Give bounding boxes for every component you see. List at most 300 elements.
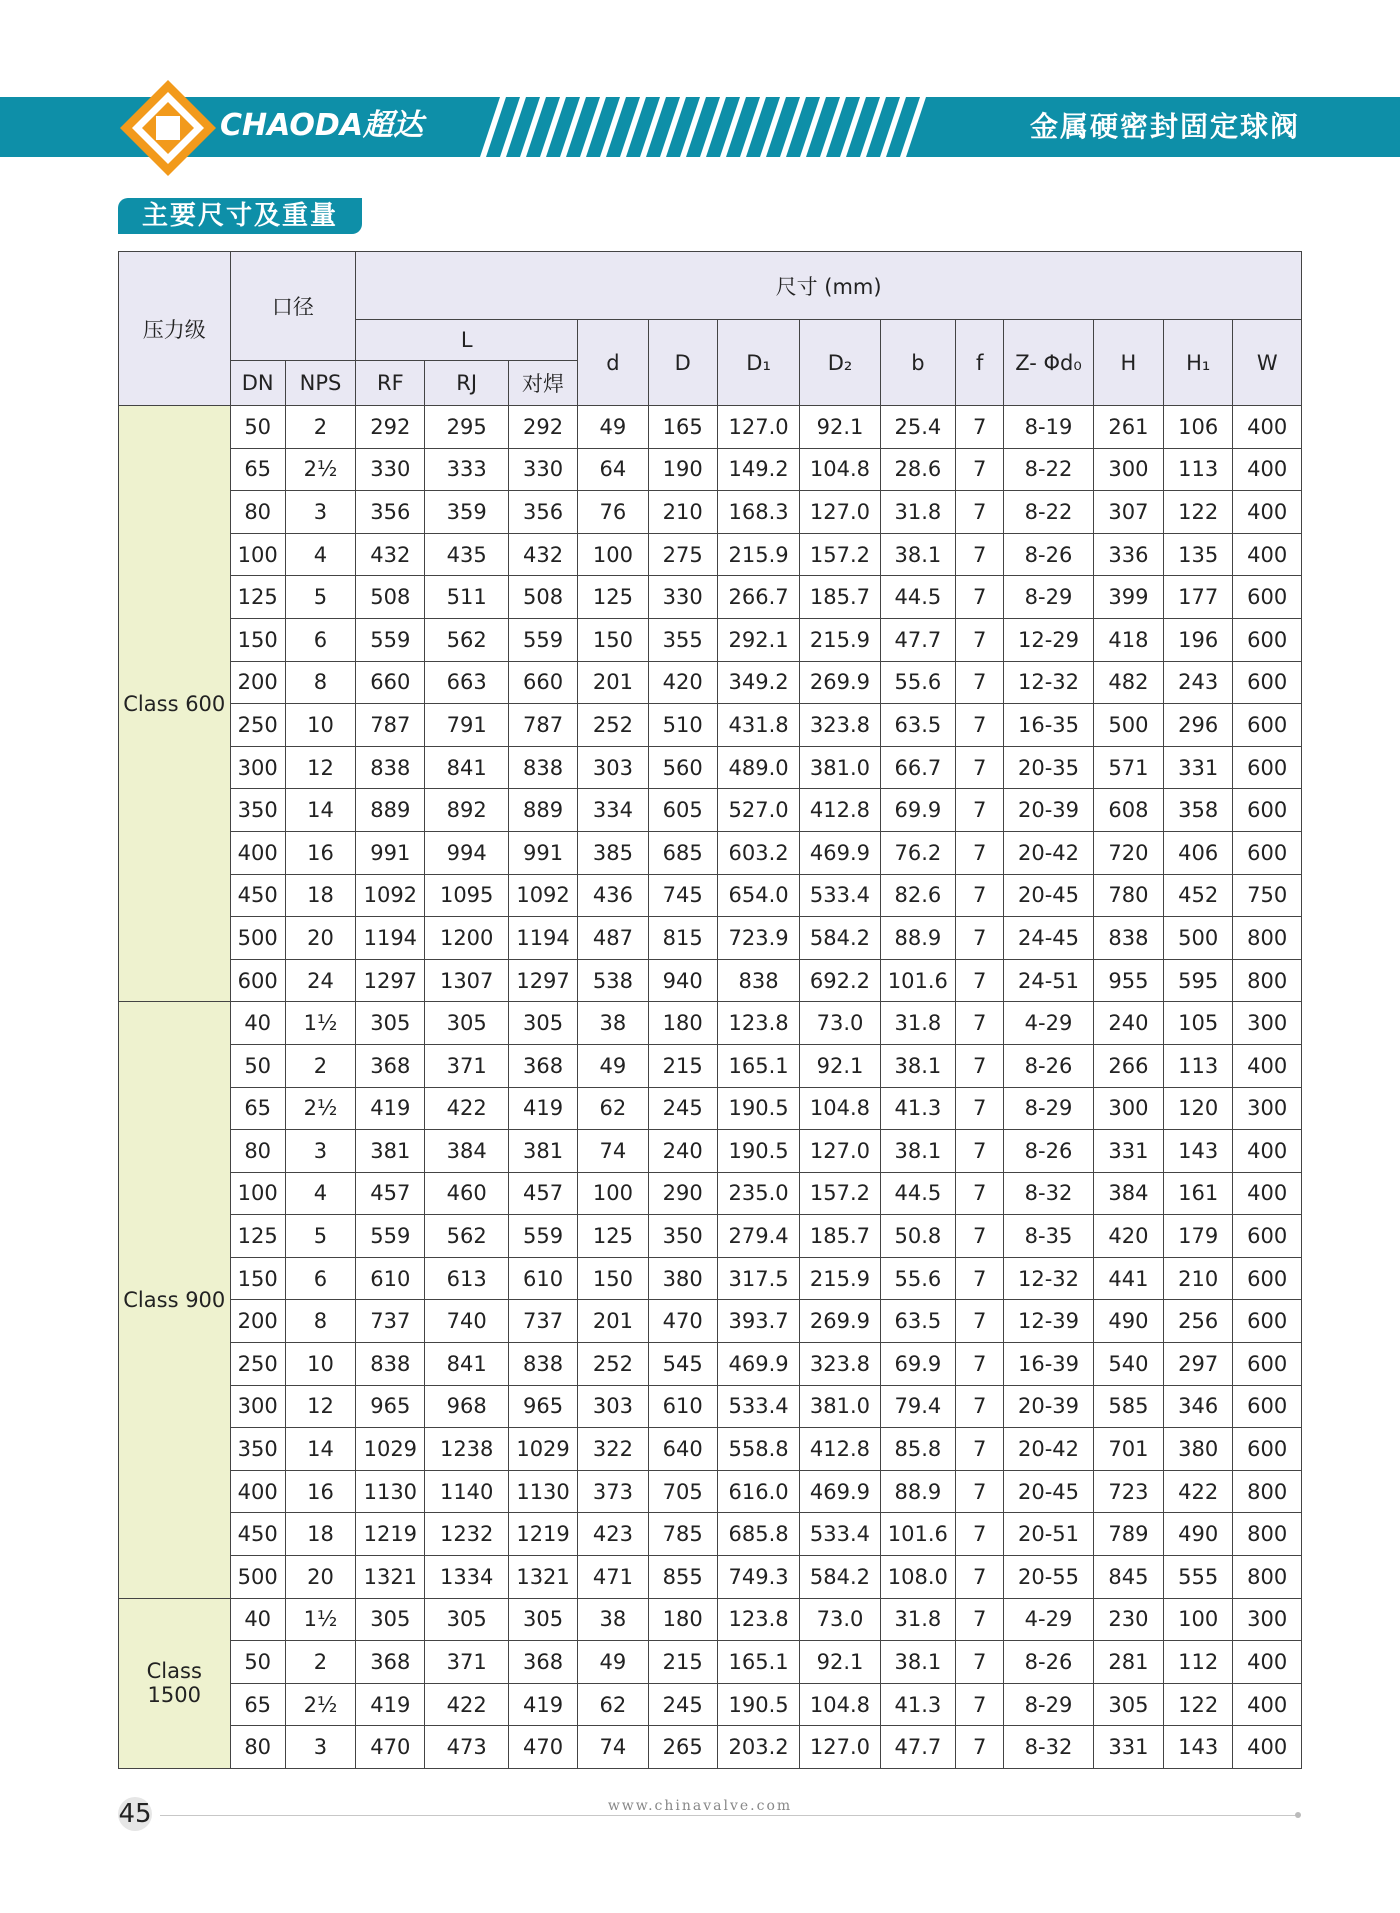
table-row <box>119 448 1302 491</box>
table-cell: 600 <box>1233 1428 1302 1471</box>
table-cell: 16 <box>285 831 355 874</box>
table-cell: 330 <box>356 448 425 491</box>
table-cell: 190.5 <box>717 1130 799 1173</box>
dimension-table <box>118 251 1302 1769</box>
header-DN: DN <box>230 361 285 406</box>
table-cell: 419 <box>356 1087 425 1130</box>
table-cell: 841 <box>425 746 508 789</box>
table-cell: 323.8 <box>800 1343 880 1386</box>
table-cell: 7 <box>956 576 1004 619</box>
table-cell: 600 <box>1233 1343 1302 1386</box>
table-cell: 1321 <box>356 1556 425 1599</box>
table-cell: 791 <box>425 704 508 747</box>
table-cell: 7 <box>956 1598 1004 1641</box>
table-cell: 65 <box>230 448 285 491</box>
header-NPS: NPS <box>285 361 355 406</box>
table-cell: 1029 <box>508 1428 577 1471</box>
table-cell: 100 <box>230 533 285 576</box>
table-cell: 435 <box>425 533 508 576</box>
table-cell: 7 <box>956 1044 1004 1087</box>
table-cell: 150 <box>230 1257 285 1300</box>
table-cell: 400 <box>1233 406 1302 449</box>
table-cell: 7 <box>956 491 1004 534</box>
table-cell: 185.7 <box>800 1215 880 1258</box>
table-cell: 423 <box>578 1513 648 1556</box>
header-b: b <box>880 320 955 406</box>
table-cell: 380 <box>648 1257 717 1300</box>
table-cell: 20-39 <box>1004 789 1093 832</box>
table-body <box>119 406 1302 1769</box>
table-cell: 384 <box>425 1130 508 1173</box>
table-cell: 12-32 <box>1004 1257 1093 1300</box>
table-cell: 359 <box>425 491 508 534</box>
table-cell: 8 <box>285 661 355 704</box>
table-cell: 685.8 <box>717 1513 799 1556</box>
table-cell: 303 <box>578 746 648 789</box>
table-header <box>119 252 1302 406</box>
table-cell: 40 <box>230 1002 285 1045</box>
table-cell: 50 <box>230 1044 285 1087</box>
table-cell: 640 <box>648 1428 717 1471</box>
table-cell: 1194 <box>508 917 577 960</box>
table-cell: 610 <box>508 1257 577 1300</box>
table-cell: 350 <box>648 1215 717 1258</box>
table-cell: 1½ <box>285 1002 355 1045</box>
table-cell: 334 <box>578 789 648 832</box>
table-cell: 7 <box>956 959 1004 1002</box>
table-row <box>119 1044 1302 1087</box>
table-cell: 12 <box>285 1385 355 1428</box>
table-cell: 955 <box>1093 959 1163 1002</box>
table-cell: 305 <box>425 1598 508 1641</box>
table-cell: 780 <box>1093 874 1163 917</box>
table-row <box>119 789 1302 832</box>
table-cell: 120 <box>1164 1087 1233 1130</box>
table-cell: 1297 <box>508 959 577 1002</box>
table-cell: 85.8 <box>880 1428 955 1471</box>
table-cell: 350 <box>230 1428 285 1471</box>
table-cell: 508 <box>508 576 577 619</box>
table-cell: 8-29 <box>1004 1087 1093 1130</box>
table-cell: 47.7 <box>880 618 955 661</box>
table-cell: 250 <box>230 1343 285 1386</box>
table-cell: 470 <box>648 1300 717 1343</box>
table-row <box>119 576 1302 619</box>
header-RJ: RJ <box>425 361 508 406</box>
table-row <box>119 1215 1302 1258</box>
table-cell: 127.0 <box>800 1130 880 1173</box>
table-row <box>119 874 1302 917</box>
table-cell: 470 <box>356 1726 425 1769</box>
table-cell: 149.2 <box>717 448 799 491</box>
table-row <box>119 1257 1302 1300</box>
table-cell: 305 <box>1093 1683 1163 1726</box>
table-cell: 20-39 <box>1004 1385 1093 1428</box>
table-row <box>119 1726 1302 1769</box>
table-cell: 179 <box>1164 1215 1233 1258</box>
table-cell: 600 <box>1233 1215 1302 1258</box>
table-cell: 4 <box>285 533 355 576</box>
table-cell: 106 <box>1164 406 1233 449</box>
table-cell: 62 <box>578 1087 648 1130</box>
table-cell: 838 <box>717 959 799 1002</box>
table-cell: 297 <box>1164 1343 1233 1386</box>
table-cell: 605 <box>648 789 717 832</box>
table-cell: 20-35 <box>1004 746 1093 789</box>
table-cell: 8-26 <box>1004 1130 1093 1173</box>
table-cell: 412.8 <box>800 789 880 832</box>
table-cell: 269.9 <box>800 1300 880 1343</box>
table-cell: 76 <box>578 491 648 534</box>
table-cell: 201 <box>578 661 648 704</box>
table-cell: 968 <box>425 1385 508 1428</box>
table-cell: 685 <box>648 831 717 874</box>
table-cell: 800 <box>1233 1556 1302 1599</box>
table-cell: 400 <box>230 831 285 874</box>
table-cell: 400 <box>1233 1044 1302 1087</box>
table-cell: 400 <box>230 1470 285 1513</box>
header-RF: RF <box>356 361 425 406</box>
table-row <box>119 1513 1302 1556</box>
table-cell: 12-29 <box>1004 618 1093 661</box>
table-cell: 584.2 <box>800 917 880 960</box>
table-cell: 112 <box>1164 1641 1233 1684</box>
table-cell: 600 <box>1233 1257 1302 1300</box>
table-cell: 65 <box>230 1087 285 1130</box>
pressure-class-cell: Class 1500 <box>119 1598 231 1768</box>
table-cell: 7 <box>956 618 1004 661</box>
table-cell: 185.7 <box>800 576 880 619</box>
table-cell: 1307 <box>425 959 508 1002</box>
table-cell: 305 <box>508 1598 577 1641</box>
page-number: 45 <box>118 1799 152 1829</box>
table-cell: 420 <box>1093 1215 1163 1258</box>
table-cell: 789 <box>1093 1513 1163 1556</box>
table-cell: 8-32 <box>1004 1172 1093 1215</box>
table-cell: 252 <box>578 1343 648 1386</box>
table-cell: 559 <box>508 1215 577 1258</box>
table-cell: 740 <box>425 1300 508 1343</box>
table-cell: 101.6 <box>880 1513 955 1556</box>
table-cell: 745 <box>648 874 717 917</box>
table-cell: 600 <box>1233 576 1302 619</box>
table-cell: 436 <box>578 874 648 917</box>
table-cell: 8 <box>285 1300 355 1343</box>
table-cell: 331 <box>1164 746 1233 789</box>
table-cell: 76.2 <box>880 831 955 874</box>
table-cell: 4-29 <box>1004 1002 1093 1045</box>
table-cell: 562 <box>425 618 508 661</box>
table-cell: 663 <box>425 661 508 704</box>
table-cell: 785 <box>648 1513 717 1556</box>
table-cell: 24 <box>285 959 355 1002</box>
table-cell: 545 <box>648 1343 717 1386</box>
table-row <box>119 1598 1302 1641</box>
table-row <box>119 1172 1302 1215</box>
table-cell: 41.3 <box>880 1087 955 1130</box>
table-cell: 7 <box>956 1343 1004 1386</box>
table-cell: 1219 <box>356 1513 425 1556</box>
table-cell: 261 <box>1093 406 1163 449</box>
table-row <box>119 491 1302 534</box>
table-cell: 101.6 <box>880 959 955 1002</box>
table-cell: 720 <box>1093 831 1163 874</box>
table-cell: 490 <box>1164 1513 1233 1556</box>
table-cell: 457 <box>508 1172 577 1215</box>
table-cell: 7 <box>956 1683 1004 1726</box>
table-cell: 559 <box>508 618 577 661</box>
table-row <box>119 618 1302 661</box>
table-cell: 330 <box>648 576 717 619</box>
header-d: d <box>578 320 648 406</box>
table-cell: 88.9 <box>880 917 955 960</box>
table-cell: 400 <box>1233 1130 1302 1173</box>
table-cell: 660 <box>508 661 577 704</box>
table-cell: 3 <box>285 491 355 534</box>
table-cell: 1321 <box>508 1556 577 1599</box>
table-cell: 266.7 <box>717 576 799 619</box>
table-cell: 595 <box>1164 959 1233 1002</box>
pressure-class-cell: Class 900 <box>119 1002 231 1598</box>
table-cell: 256 <box>1164 1300 1233 1343</box>
brand-name <box>220 106 423 146</box>
table-cell: 38.1 <box>880 1130 955 1173</box>
table-cell: 371 <box>425 1641 508 1684</box>
table-cell: 122 <box>1164 491 1233 534</box>
table-cell: 571 <box>1093 746 1163 789</box>
table-cell: 616.0 <box>717 1470 799 1513</box>
table-cell: 8-29 <box>1004 1683 1093 1726</box>
table-cell: 1219 <box>508 1513 577 1556</box>
table-cell: 368 <box>356 1044 425 1087</box>
table-cell: 422 <box>425 1087 508 1130</box>
table-cell: 281 <box>1093 1641 1163 1684</box>
table-cell: 418 <box>1093 618 1163 661</box>
table-cell: 533.4 <box>800 874 880 917</box>
table-row <box>119 1683 1302 1726</box>
table-cell: 123.8 <box>717 1002 799 1045</box>
table-cell: 215 <box>648 1641 717 1684</box>
table-row <box>119 746 1302 789</box>
table-cell: 1238 <box>425 1428 508 1471</box>
table-cell: 49 <box>578 1044 648 1087</box>
table-cell: 4 <box>285 1172 355 1215</box>
table-cell: 24-45 <box>1004 917 1093 960</box>
table-cell: 538 <box>578 959 648 1002</box>
table-cell: 161 <box>1164 1172 1233 1215</box>
table-cell: 215.9 <box>800 618 880 661</box>
table-cell: 500 <box>230 917 285 960</box>
table-cell: 889 <box>356 789 425 832</box>
table-cell: 80 <box>230 1130 285 1173</box>
table-cell: 838 <box>508 1343 577 1386</box>
table-cell: 38 <box>578 1002 648 1045</box>
table-cell: 305 <box>425 1002 508 1045</box>
table-cell: 275 <box>648 533 717 576</box>
table-cell: 100 <box>578 1172 648 1215</box>
table-cell: 800 <box>1233 1470 1302 1513</box>
table-cell: 600 <box>1233 746 1302 789</box>
table-cell: 203.2 <box>717 1726 799 1769</box>
table-cell: 358 <box>1164 789 1233 832</box>
table-cell: 235.0 <box>717 1172 799 1215</box>
table-cell: 12-39 <box>1004 1300 1093 1343</box>
table-cell: 431.8 <box>717 704 799 747</box>
table-cell: 381.0 <box>800 746 880 789</box>
table-cell: 510 <box>648 704 717 747</box>
table-cell: 40 <box>230 1598 285 1641</box>
table-cell: 380 <box>1164 1428 1233 1471</box>
table-cell: 307 <box>1093 491 1163 534</box>
table-cell: 3 <box>285 1726 355 1769</box>
table-cell: 50.8 <box>880 1215 955 1258</box>
table-cell: 1232 <box>425 1513 508 1556</box>
table-cell: 245 <box>648 1087 717 1130</box>
table-cell: 441 <box>1093 1257 1163 1300</box>
table-cell: 540 <box>1093 1343 1163 1386</box>
table-cell: 20-51 <box>1004 1513 1093 1556</box>
table-cell: 300 <box>1233 1598 1302 1641</box>
table-cell: 215.9 <box>717 533 799 576</box>
table-cell: 330 <box>508 448 577 491</box>
table-cell: 265 <box>648 1726 717 1769</box>
table-cell: 322 <box>578 1428 648 1471</box>
table-cell: 317.5 <box>717 1257 799 1300</box>
table-cell: 422 <box>1164 1470 1233 1513</box>
table-cell: 10 <box>285 704 355 747</box>
header-butt-weld: 对焊 <box>508 361 577 406</box>
table-cell: 55.6 <box>880 1257 955 1300</box>
table-cell: 991 <box>508 831 577 874</box>
table-cell: 16-35 <box>1004 704 1093 747</box>
table-cell: 7 <box>956 917 1004 960</box>
table-cell: 8-29 <box>1004 576 1093 619</box>
table-cell: 79.4 <box>880 1385 955 1428</box>
table-cell: 127.0 <box>717 406 799 449</box>
table-cell: 20 <box>285 1556 355 1599</box>
table-cell: 432 <box>508 533 577 576</box>
table-cell: 24-51 <box>1004 959 1093 1002</box>
table-cell: 585 <box>1093 1385 1163 1428</box>
table-cell: 8-22 <box>1004 491 1093 534</box>
table-row <box>119 1002 1302 1045</box>
table-cell: 331 <box>1093 1726 1163 1769</box>
table-cell: 469.9 <box>800 831 880 874</box>
table-cell: 7 <box>956 1385 1004 1428</box>
table-cell: 8-32 <box>1004 1726 1093 1769</box>
table-row <box>119 1428 1302 1471</box>
table-cell: 368 <box>508 1641 577 1684</box>
table-cell: 333 <box>425 448 508 491</box>
table-cell: 28.6 <box>880 448 955 491</box>
table-cell: 269.9 <box>800 661 880 704</box>
table-cell: 473 <box>425 1726 508 1769</box>
table-cell: 292 <box>508 406 577 449</box>
table-cell: 2 <box>285 1044 355 1087</box>
header-L: L <box>356 320 578 361</box>
table-cell: 892 <box>425 789 508 832</box>
table-cell: 432 <box>356 533 425 576</box>
table-cell: 200 <box>230 1300 285 1343</box>
table-cell: 165.1 <box>717 1641 799 1684</box>
table-cell: 600 <box>1233 661 1302 704</box>
table-cell: 100 <box>230 1172 285 1215</box>
header-pressure-class: 压力级 <box>119 252 231 406</box>
table-cell: 20-42 <box>1004 1428 1093 1471</box>
table-cell: 406 <box>1164 831 1233 874</box>
table-cell: 305 <box>508 1002 577 1045</box>
table-cell: 470 <box>508 1726 577 1769</box>
table-cell: 104.8 <box>800 1683 880 1726</box>
table-cell: 845 <box>1093 1556 1163 1599</box>
table-cell: 1½ <box>285 1598 355 1641</box>
table-cell: 1140 <box>425 1470 508 1513</box>
table-cell: 7 <box>956 1257 1004 1300</box>
table-cell: 14 <box>285 789 355 832</box>
table-cell: 750 <box>1233 874 1302 917</box>
table-cell: 2 <box>285 1641 355 1684</box>
table-cell: 252 <box>578 704 648 747</box>
table-cell: 74 <box>578 1130 648 1173</box>
table-cell: 373 <box>578 1470 648 1513</box>
table-cell: 487 <box>578 917 648 960</box>
table-cell: 157.2 <box>800 533 880 576</box>
table-cell: 400 <box>1233 1641 1302 1684</box>
table-cell: 584.2 <box>800 1556 880 1599</box>
table-cell: 63.5 <box>880 1300 955 1343</box>
table-cell: 841 <box>425 1343 508 1386</box>
table-cell: 8-35 <box>1004 1215 1093 1258</box>
table-row <box>119 1130 1302 1173</box>
table-cell: 200 <box>230 661 285 704</box>
table-cell: 489.0 <box>717 746 799 789</box>
table-cell: 300 <box>230 746 285 789</box>
table-cell: 610 <box>356 1257 425 1300</box>
table-cell: 49 <box>578 1641 648 1684</box>
product-title: 金属硬密封固定球阀 <box>1029 110 1300 143</box>
table-cell: 88.9 <box>880 1470 955 1513</box>
table-row <box>119 1087 1302 1130</box>
table-cell: 122 <box>1164 1683 1233 1726</box>
table-cell: 838 <box>508 746 577 789</box>
table-cell: 80 <box>230 491 285 534</box>
table-cell: 300 <box>1093 1087 1163 1130</box>
table-cell: 7 <box>956 533 1004 576</box>
table-cell: 613 <box>425 1257 508 1300</box>
table-cell: 355 <box>648 618 717 661</box>
table-row <box>119 406 1302 449</box>
table-cell: 31.8 <box>880 491 955 534</box>
table-cell: 4-29 <box>1004 1598 1093 1641</box>
table-cell: 460 <box>425 1172 508 1215</box>
table-cell: 7 <box>956 1513 1004 1556</box>
table-cell: 143 <box>1164 1130 1233 1173</box>
table-cell: 123.8 <box>717 1598 799 1641</box>
table-cell: 349.2 <box>717 661 799 704</box>
table-cell: 603.2 <box>717 831 799 874</box>
table-cell: 135 <box>1164 533 1233 576</box>
table-cell: 737 <box>508 1300 577 1343</box>
table-cell: 266 <box>1093 1044 1163 1087</box>
table-cell: 5 <box>285 576 355 619</box>
table-cell: 292.1 <box>717 618 799 661</box>
table-cell: 150 <box>230 618 285 661</box>
table-row <box>119 1470 1302 1513</box>
table-cell: 469.9 <box>717 1343 799 1386</box>
table-cell: 533.4 <box>717 1385 799 1428</box>
table-cell: 5 <box>285 1215 355 1258</box>
table-cell: 305 <box>356 1598 425 1641</box>
